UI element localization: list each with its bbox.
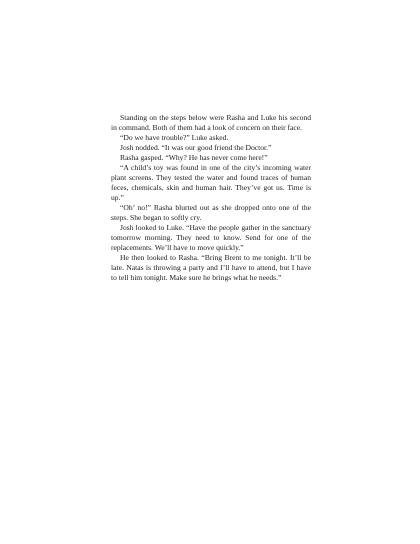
- page-text: [111, 113, 311, 283]
- paragraph: Josh looked to Luke. “Have the people gather in the sanctuary tomorrow morning. They need to know. Send for one of the replacements. We’ll have to move quickly.”: [111, 223, 311, 252]
- paragraph: Standing on the steps below were Rasha and Luke his second in command. Both of them had a look of concern on their face.: [111, 113, 311, 132]
- paragraph: “Oh’ no!” Rasha blurted out as she dropped onto one of the steps. She began to softly cry.: [111, 203, 311, 222]
- paragraph: “Do we have trouble?” Luke asked.: [120, 133, 229, 142]
- paragraph: “A child’s toy was found in one of the city’s incoming water plant screens. They tested the water and found traces of human feces, chemicals, skin and human hair. They’ve got us. Time is up.”: [111, 163, 311, 202]
- paragraph: Rasha gasped. “Why? He has never come here!”: [120, 153, 268, 162]
- paragraph: He then looked to Rasha. “Bring Brent to me tonight. It’ll be late. Natas is throwing a party and I’ll have to attend, but I have to tell him tonight. Make sure he brings what he needs.”: [111, 253, 311, 282]
- paragraph: Josh nodded. “It was our good friend the Doctor.”: [120, 143, 272, 152]
